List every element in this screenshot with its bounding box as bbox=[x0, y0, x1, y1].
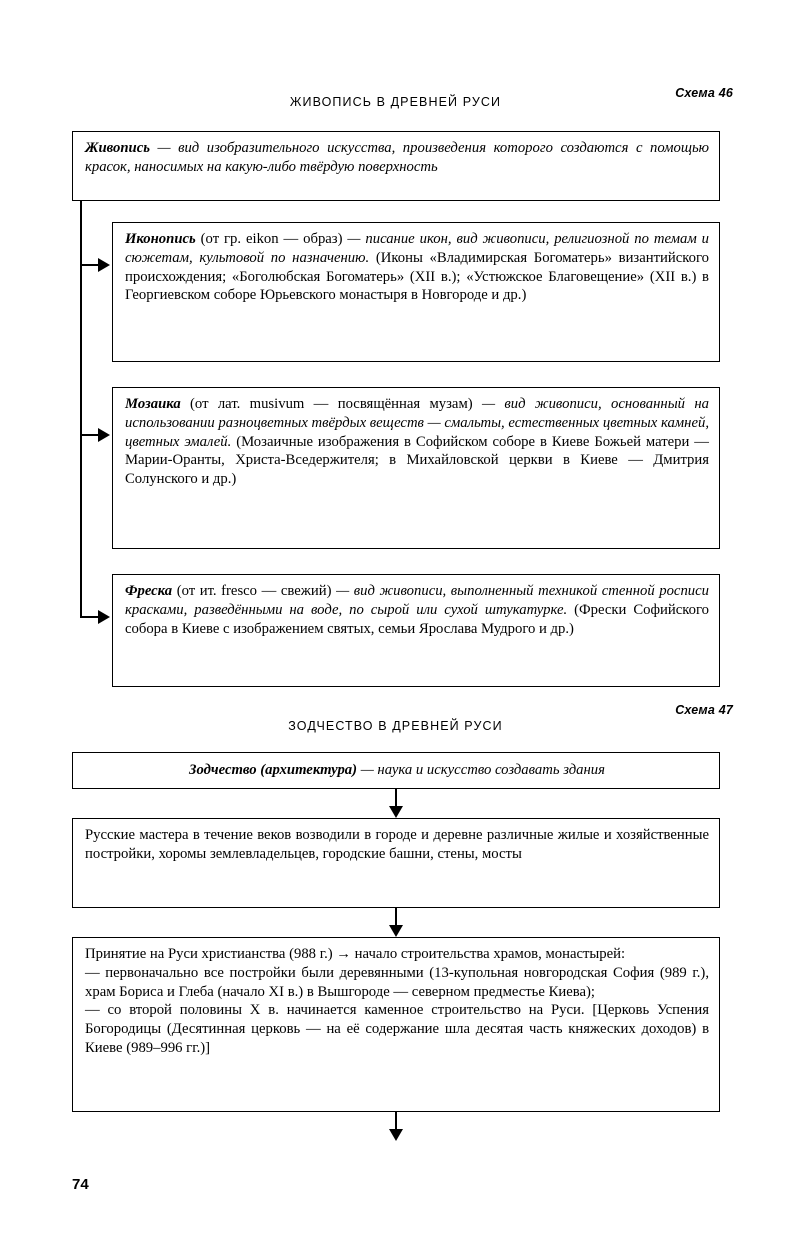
architecture-term: Зодчество (архитектура) bbox=[189, 762, 358, 778]
freska-origin: (от ит. fresco — свежий) bbox=[176, 583, 332, 599]
ikonopis-term: Иконопись bbox=[125, 231, 196, 247]
christianity-item-1: — первоначально все постройки были деревянными (13-купольная новгородская София (989 г.), храм Бориса и Глеба (начало XI в.) в Вышгороде — северном предместье Киева); bbox=[85, 964, 709, 1000]
page-number: 74 bbox=[72, 1176, 89, 1193]
mozaika-origin: (от лат. musivum — посвящённая музам) bbox=[190, 396, 473, 412]
christianity-lead: Принятие на Руси христианства (988 г.) → начало строительства храмов, монастырей: bbox=[85, 946, 626, 962]
arch-connector-3-arrow bbox=[389, 1129, 403, 1141]
connector-mozaika bbox=[80, 434, 100, 436]
ikonopis-origin: (от гр. eikon — образ) bbox=[200, 231, 343, 247]
scheme-label-47: Схема 47 bbox=[675, 703, 733, 717]
mozaika-box bbox=[112, 387, 720, 549]
architecture-masters-text: Русские мастера в течение веков возводили в городе и деревне различные жилые и хозяйственные постройки, хоромы землевладельцев, городские башни, стены, мосты bbox=[85, 827, 709, 862]
painting-definition-text: — вид изобразительного искусства, произведения которого создаются с помощью красок, наносимых на какую-либо твёрдую поверхность bbox=[85, 140, 709, 175]
mozaika-examples: (Мозаичные изображения в Софийском соборе в Киеве Божьей матери — Марии-Оранты, Христа-Вседержителя; в Михайловской церкви в Киеве — Дмитрия Солунского и др.) bbox=[125, 433, 709, 488]
scheme-label-46: Схема 46 bbox=[675, 86, 733, 100]
freska-examples: (Фрески Софийского собора в Киеве с изображением святых, семьи Ярослава Мудрого и др.) bbox=[125, 601, 710, 637]
ikonopis-box bbox=[112, 222, 720, 362]
arrow-ikonopis bbox=[98, 258, 110, 272]
arch-connector-1-arrow bbox=[389, 806, 403, 818]
arch-connector-2-arrow bbox=[389, 925, 403, 937]
freska-box bbox=[112, 574, 720, 687]
arrow-freska bbox=[98, 610, 110, 624]
painting-definition-box bbox=[72, 131, 720, 201]
ikonopis-examples: (Иконы «Владимирская Богоматерь» византийского происхождения; «Боголюбская Богоматерь» (XII в.); «Устюжское Благовещение» (XII в.) в Георгиевском соборе Юрьевского монастыря в Новгороде и др.) bbox=[125, 249, 710, 304]
mozaika-term: Мозаика bbox=[125, 396, 181, 412]
christianity-item-2: — со второй половины X в. начинается каменное строительство на Руси. [Церковь Успения Богородицы (Десятинная церковь — на её содержание шла десятая часть княжеских доходов) в Киеве (989–996 гг.)] bbox=[85, 1002, 709, 1057]
connector-ikonopis bbox=[80, 264, 100, 266]
section-title-painting: ЖИВОПИСЬ В ДРЕВНЕЙ РУСИ bbox=[289, 95, 502, 109]
architecture-masters-box bbox=[72, 818, 720, 908]
architecture-definition-box bbox=[72, 752, 720, 789]
architecture-definition-text: — наука и искусство создавать здания bbox=[357, 762, 605, 778]
ikonopis-definition: — писание икон, вид живописи, религиозной по темам и сюжетам, культовой по назначению. bbox=[125, 231, 709, 266]
freska-term: Фреска bbox=[125, 583, 173, 599]
connector-freska bbox=[80, 616, 100, 618]
freska-definition: — вид живописи, выполненный техникой стенной росписи красками, разведёнными на воде, по сырой или сухой штукатурке. bbox=[125, 583, 709, 618]
section-title-architecture: ЗОДЧЕСТВО В ДРЕВНЕЙ РУСИ bbox=[288, 719, 503, 733]
mozaika-definition: — вид живописи, основанный на использовании разноцветных твёрдых веществ — смальты, естественных цветных камней, цветных эмалей. bbox=[125, 396, 709, 450]
arrow-mozaika bbox=[98, 428, 110, 442]
christianity-box bbox=[72, 937, 720, 1112]
painting-term: Живопись bbox=[85, 140, 150, 156]
